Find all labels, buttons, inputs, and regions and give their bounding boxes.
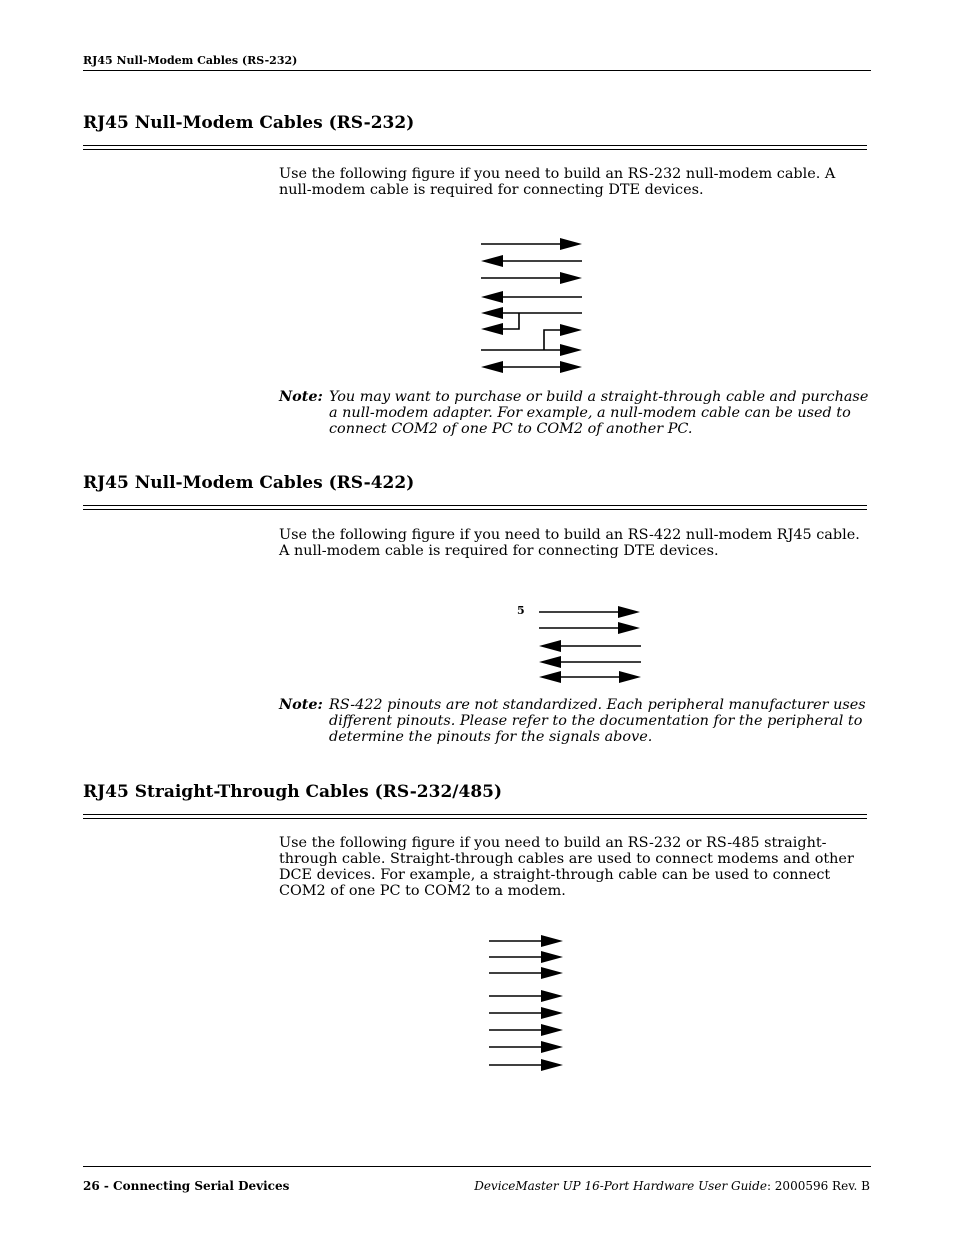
rs422-wire-4-arrowhead — [539, 656, 561, 668]
note-label: Note: — [279, 696, 323, 713]
straight-wire-1-arrowhead — [541, 935, 563, 947]
straight-wire-8-arrowhead — [541, 1059, 563, 1071]
straight-wire-4-arrowhead — [541, 990, 563, 1002]
section-body-text: Use the following figure if you need to build an RS-232 or RS-485 straight-through cable. Straight-through cables are used to connect modems and other DCE devices. For example, a straight-through cable can be used to connect COM2 of one PC to COM2 to a modem. — [279, 835, 854, 899]
rs232-wire-8-arrowhead — [481, 361, 503, 373]
section-heading-rs232-null-modem: RJ45 Null-Modem Cables (RS-232) — [83, 113, 415, 133]
straight-wire-6-arrowhead — [541, 1024, 563, 1036]
straight-wire-5-arrowhead — [541, 1007, 563, 1019]
rs232-wire-1-arrowhead — [560, 238, 582, 250]
straight-wire-3-arrowhead — [541, 967, 563, 979]
rs232-wire-3-arrowhead — [560, 272, 582, 284]
rs232-wire-2-arrowhead — [481, 255, 503, 267]
section-heading-straight-through: RJ45 Straight-Through Cables (RS-232/485) — [83, 782, 503, 802]
rs422-pin-label: 5 — [517, 604, 525, 617]
footer-revision: : 2000596 Rev. B — [766, 1179, 870, 1193]
footer-page-label: 26 - Connecting Serial Devices — [83, 1179, 290, 1193]
running-head: RJ45 Null-Modem Cables (RS-232) — [83, 54, 298, 67]
section-body-text: Use the following figure if you need to build an RS-422 null-modem RJ45 cable. A null-modem cable is required for connecting DTE devices. — [279, 527, 860, 559]
rs232-wire-7-arrowhead — [560, 344, 582, 356]
rs232-wire-8-arrowhead — [560, 361, 582, 373]
note-label: Note: — [279, 388, 323, 405]
rs232-wire-6b-arrowhead — [560, 324, 582, 336]
rs422-wire-3-arrowhead — [539, 640, 561, 652]
rs422-wire-1-arrowhead — [618, 606, 640, 618]
footer-guide-title: DeviceMaster UP 16-Port Hardware User Guide — [474, 1179, 767, 1193]
rs232-wire-6-arrowhead — [481, 323, 503, 335]
straight-wire-7-arrowhead — [541, 1041, 563, 1053]
section-heading-rs422-null-modem: RJ45 Null-Modem Cables (RS-422) — [83, 473, 415, 493]
note-text: You may want to purchase or build a straight-through cable and purchase a null-modem adapter. For example, a null-modem cable can be used to connect COM2 of one PC to COM2 of another PC. — [329, 389, 869, 437]
section-body-text: Use the following figure if you need to build an RS-232 null-modem cable. A null-modem cable is required for connecting DTE devices. — [279, 166, 836, 198]
rs422-wire-5-arrowhead — [619, 671, 641, 683]
straight-wire-2-arrowhead — [541, 951, 563, 963]
rs422-wire-5-arrowhead — [539, 671, 561, 683]
rs232-wire-4-arrowhead — [481, 291, 503, 303]
rs232-wire-5-arrowhead — [481, 307, 503, 319]
note-text: RS-422 pinouts are not standardized. Each peripheral manufacturer uses different pinouts. Please refer to the documentation for the peripheral to determine the pinouts for the signals above. — [329, 697, 866, 745]
rs422-wire-2-arrowhead — [618, 622, 640, 634]
